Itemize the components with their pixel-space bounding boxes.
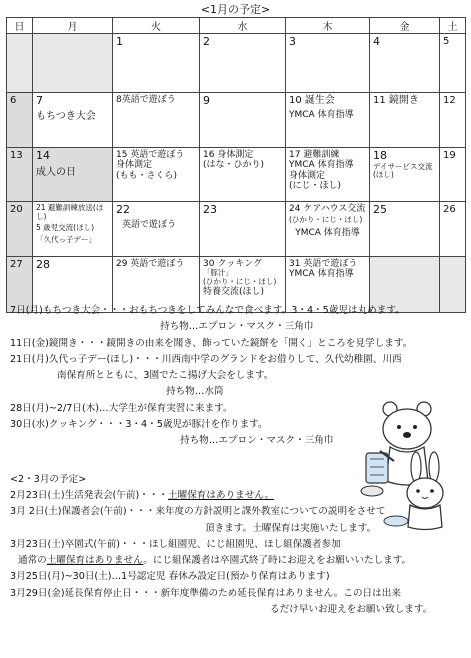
schedule-line: 頂きます。土曜保育は実施いたします。: [205, 522, 377, 534]
day-number: 27: [10, 259, 23, 270]
day-cell-26: [440, 202, 466, 257]
event-text: 30 クッキング: [203, 259, 263, 269]
day-number: 7: [36, 94, 43, 107]
schedule-line: るだけ早いお迎えをお願い致します。: [270, 604, 433, 616]
day-cell-2: [200, 34, 286, 93]
day-cell-14: [33, 148, 113, 202]
schedule-line: [10, 553, 468, 569]
event-text: (はな・ひかり): [203, 160, 265, 171]
weekday-mon: 月: [33, 18, 113, 34]
week-row-2: [7, 93, 466, 148]
day-cell-6: [7, 93, 33, 148]
note-line: 持ち物…エプロン・マスク・三角巾: [160, 321, 314, 333]
day-cell-25: [370, 202, 440, 257]
section-heading: <2・3月の予定>: [10, 473, 87, 485]
note-line: 南保育所とともに、3園でたこ揚げ大会をします。: [57, 370, 274, 382]
day-cell-13: [7, 148, 33, 202]
schedule-line: 3月29日(金)延長保育停止日・・・新年度準備のため延長保育はありません。この日は出来: [10, 587, 401, 599]
note-line: 7日(月)もちつき大会・・・おもちつきをしてみんなで食べます。3・4・5歳児は丸めます。: [10, 305, 405, 316]
day-number: 28: [36, 258, 50, 271]
day-cell-4: [370, 34, 440, 93]
day-number: 25: [373, 203, 387, 216]
schedule-text: 2月23日(土)生活発表会(午前)・・・: [10, 489, 169, 501]
week-row-1: [7, 34, 466, 93]
day-number: 1: [116, 35, 123, 48]
weekday-tue: 火: [113, 18, 200, 34]
day-number: 22: [116, 203, 130, 216]
day-number: 23: [203, 203, 217, 216]
schedule-text: 。にじ組保護者は卒園式終了時にお迎えをお願いいたします。: [143, 555, 412, 567]
day-number: 6: [10, 95, 17, 106]
event-text: YMCA 体育指導: [289, 109, 354, 120]
day-cell-5: [440, 34, 466, 93]
event-text: YMCA 体育指導: [289, 160, 354, 171]
schedule-line: 3月23日(土)卒園式(午前)・・・ほし組園児、にじ組園児、ほし組保護者参加: [10, 538, 341, 550]
event-text: 21 避難訓練放送(ほし): [36, 203, 104, 221]
january-calendar: [6, 17, 466, 313]
day-number: 19: [443, 150, 456, 161]
day-cell-16: [200, 148, 286, 202]
week-row-3: [7, 148, 466, 202]
note-line: 11日(金)鏡開き・・・鏡開きの由来を聞き、飾っていた鏡餅を「開く」ところを見学します。: [10, 337, 413, 349]
day-number: 12: [443, 95, 456, 106]
day-cell-23: [200, 202, 286, 257]
day-cell-empty: [7, 34, 33, 93]
weekday-thu: 木: [286, 18, 370, 34]
event-text: 身体測定: [116, 160, 153, 171]
day-number: 14: [36, 149, 50, 162]
schedule-line: 3月25日(月)~30日(土)…1号認定児 春休み設定日(預かり保育はあります): [10, 571, 330, 583]
event-text: (にじ・ほし): [289, 181, 342, 192]
event-text: 15 英語で遊ぼう: [116, 150, 185, 160]
day-number: 18: [373, 149, 387, 162]
day-cell-9: [200, 93, 286, 148]
day-cell-1: [113, 34, 200, 93]
event-text: 特養交流(ほし): [203, 286, 265, 297]
event-text: (ひかり・にじ・ほし): [203, 276, 277, 286]
schedule-line: 3月 2日(土)保護者会(午前)・・・来年度の方針説明と課外教室についての説明をさせて: [10, 506, 386, 518]
event-text: YMCA 体育指導: [295, 227, 360, 238]
week-row-4: [7, 202, 466, 257]
day-cell-22: [113, 202, 200, 257]
note-line: 30日(水)クッキング・・・3・4・5歳児が豚汁を作ります。: [10, 419, 268, 431]
event-text: 29 英語で遊ぼう: [116, 259, 185, 269]
day-cell-11: [370, 93, 440, 148]
day-cell-17: [286, 148, 370, 202]
note-line: 28日(月)~2/7日(木)…大学生が保育実習に来ます。: [10, 402, 233, 414]
event-text: 「久代っ子デー」: [36, 234, 96, 244]
event-text: 身体測定: [289, 170, 326, 181]
day-cell-3: [286, 34, 370, 93]
day-number: 2: [203, 35, 210, 48]
event-text: 24 ケアハウス交流: [289, 204, 366, 214]
day-number: 3: [289, 35, 296, 48]
day-number: 20: [10, 204, 23, 215]
schedule-text: 通常の: [18, 555, 47, 567]
event-text: 「豚汁」: [203, 268, 233, 278]
event-text: 16 身体測定: [203, 150, 254, 160]
weekday-sun: 日: [7, 18, 33, 34]
event-text: YMCA 体育指導: [289, 269, 354, 280]
event-text: 5 歳児交流(ほし): [36, 223, 95, 233]
day-number: 13: [10, 150, 23, 161]
day-cell-8: [113, 93, 200, 148]
day-cell-empty: [33, 34, 113, 93]
event-text: 11 鏡開き: [373, 95, 419, 106]
weekday-fri: 金: [370, 18, 440, 34]
event-text: (ひかり・にじ・ほし): [289, 215, 363, 225]
event-text: 10 誕生会: [289, 95, 335, 106]
note-line: 21日(月)久代っ子デー(ほし)・・・川西南中学のグランドをお借りして、久代幼稚園、川西: [10, 353, 402, 365]
event-text: 17 避難訓練: [289, 150, 340, 160]
day-cell-20: [7, 202, 33, 257]
day-number: 5: [443, 36, 450, 47]
event-text: (もも・さくら): [116, 170, 178, 181]
day-cell-12: [440, 93, 466, 148]
event-text: 8英語で遊ぼう: [116, 95, 176, 105]
day-cell-18: [370, 148, 440, 202]
day-number: 26: [443, 204, 456, 215]
bear-and-rabbit-mascots-icon: [360, 397, 450, 532]
schedule-underlined: 土曜保育はありません: [46, 555, 144, 567]
event-text: 英語で遊ぼう: [122, 219, 177, 230]
day-number: 9: [203, 94, 210, 107]
note-line: 持ち物…水筒: [166, 386, 224, 398]
event-text: デイサービス交流(ほし): [373, 161, 433, 180]
schedule-underlined: 土曜保育はありません。: [168, 489, 275, 501]
note-line: 持ち物…エプロン・マスク・三角巾: [180, 435, 334, 447]
day-cell-7: [33, 93, 113, 148]
day-cell-19: [440, 148, 466, 202]
day-cell-15: [113, 148, 200, 202]
day-cell-21: [33, 202, 113, 257]
weekday-header-row: [7, 18, 466, 34]
day-cell-24: [286, 202, 370, 257]
event-text: もちつき大会: [36, 110, 96, 122]
weekday-wed: 水: [200, 18, 286, 34]
weekday-sat: 土: [440, 18, 466, 34]
event-text: 成人の日: [36, 166, 76, 178]
page-title: <1月の予定>: [200, 3, 271, 16]
event-text: 31 英語で遊ぼう: [289, 259, 358, 269]
day-number: 4: [373, 35, 380, 48]
day-cell-10: [286, 93, 370, 148]
